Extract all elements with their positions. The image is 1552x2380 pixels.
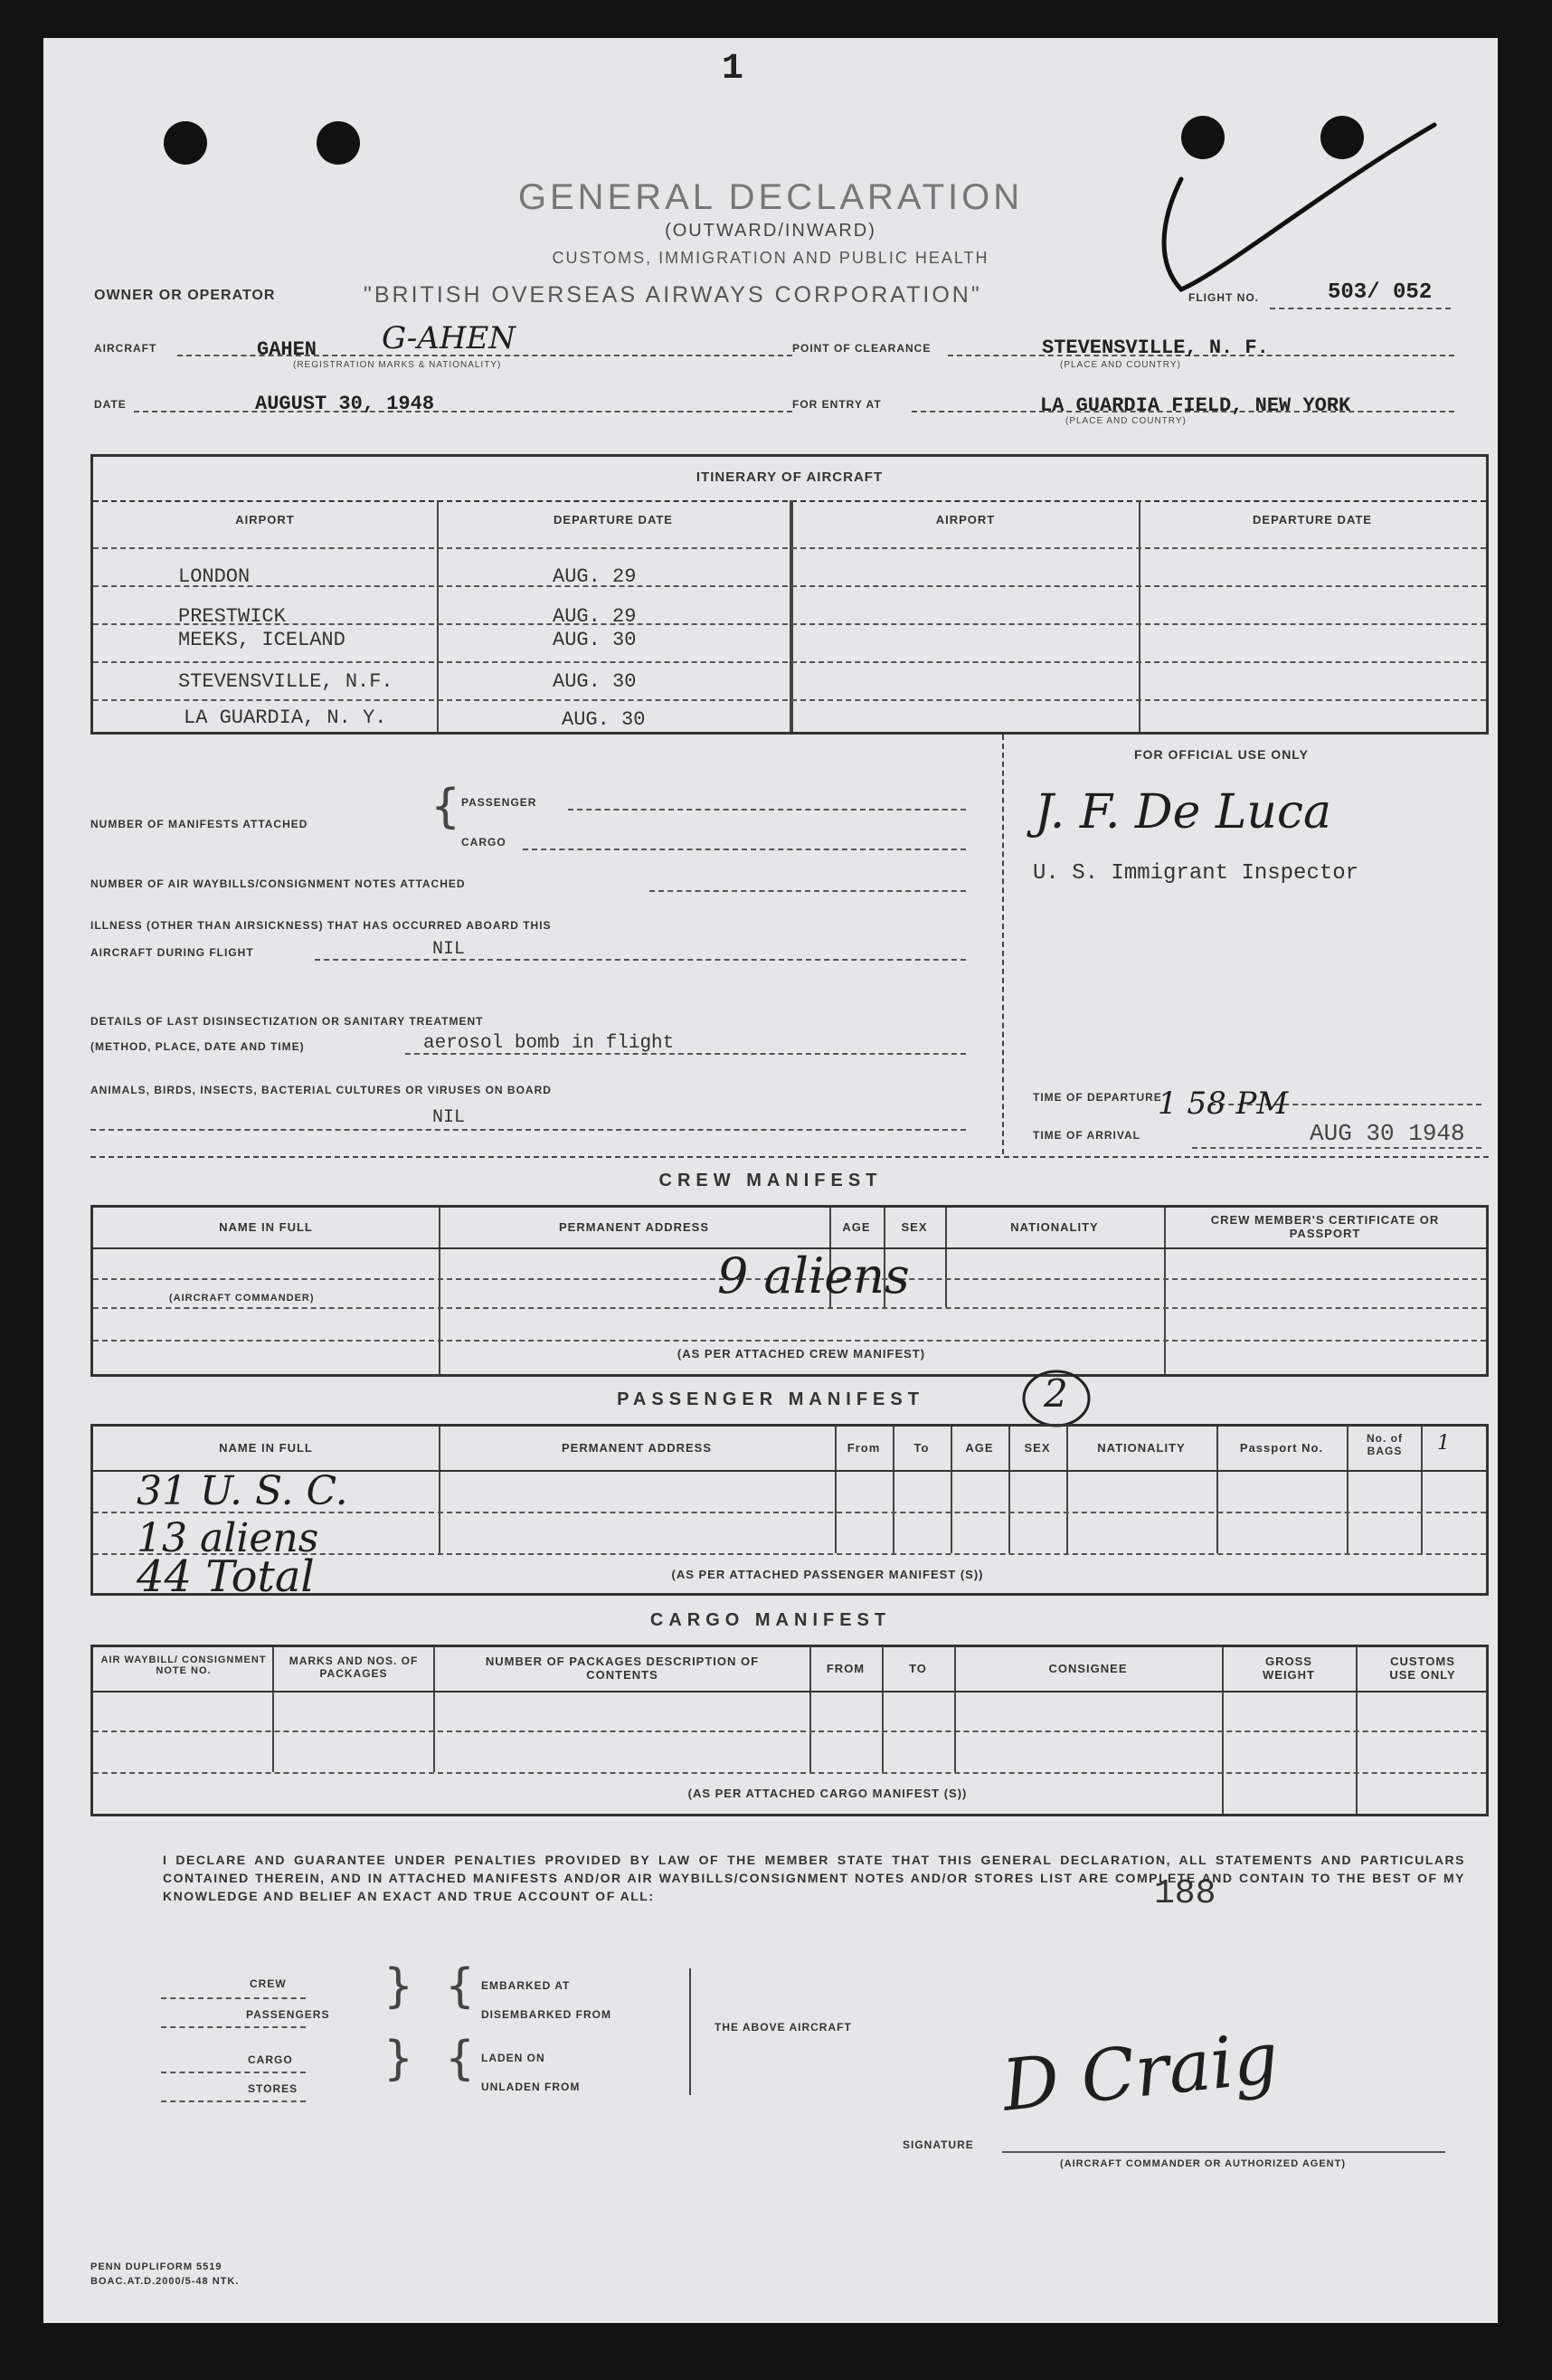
date-line [134, 411, 792, 412]
passenger-footer: (AS PER ATTACHED PASSENGER MANIFEST (S)) [671, 1568, 984, 1581]
cargo-col-marks: MARKS AND NOS. OF PACKAGES [289, 1655, 419, 1680]
cargo-row-rule [93, 1730, 1486, 1732]
decl-crew: CREW [250, 1977, 287, 1990]
itinerary-col-divider-2 [790, 500, 793, 732]
top-mark: 1 [722, 49, 744, 90]
manifests-brace: { [431, 780, 461, 834]
decl-laden: LADEN ON [481, 2052, 545, 2064]
arrival-time-hand: 1 58 PM [1158, 1086, 1289, 1122]
itinerary-date: AUG. 30 [553, 629, 637, 651]
decl-embarked: EMBARKED AT [481, 1979, 571, 1992]
passenger-col-sex: SEX [1024, 1441, 1051, 1455]
arrival-date-stamp: AUG 30 1948 [1310, 1120, 1465, 1147]
stores-blank-line [161, 2100, 306, 2102]
form-subtitle: (OUTWARD/INWARD) [665, 221, 876, 241]
form-title: GENERAL DECLARATION [517, 177, 1024, 217]
cargo-blank-line [161, 2072, 306, 2073]
owner-value: "BRITISH OVERSEAS AIRWAYS CORPORATION" [364, 282, 982, 308]
cargo-col-from: FROM [826, 1662, 866, 1675]
itinerary-table [90, 454, 1489, 735]
cargo-line [523, 849, 966, 850]
decl-passengers: PASSENGERS [246, 2008, 330, 2021]
itinerary-row-rule [93, 585, 1486, 587]
footer-line-1: PENN DUPLIFORM 5519 [90, 2261, 222, 2272]
cargo-col-weight: GROSS WEIGHT [1263, 1655, 1315, 1682]
decl-disembarked: DISEMBARKED FROM [481, 2008, 611, 2021]
animals-label: ANIMALS, BIRDS, INSECTS, BACTERIAL CULTURES OR VIRUSES ON BOARD [90, 1084, 552, 1096]
cargo-manifest-title: CARGO MANIFEST [649, 1610, 892, 1630]
crew-col-address: PERMANENT ADDRESS [558, 1220, 710, 1234]
cargo-col-consignee: CONSIGNEE [1048, 1662, 1128, 1675]
itinerary-title: ITINERARY OF AIRCRAFT [696, 469, 884, 485]
departure-time-label: TIME OF DEPARTURE [1033, 1091, 1162, 1104]
itinerary-row-rule [93, 623, 1486, 625]
passenger-col-nationality: NATIONALITY [1097, 1441, 1186, 1455]
entry-value: LA GUARDIA FIELD, NEW YORK [1040, 394, 1351, 417]
commander-signature: D Craig [998, 2017, 1282, 2128]
crew-blank-line [161, 1997, 306, 1999]
date-label: DATE [94, 398, 127, 411]
passenger-col-divider [1421, 1427, 1423, 1553]
waybills-line [649, 890, 966, 892]
crew-manifest-table [90, 1205, 1489, 1377]
flight-label: FLIGHT NO. [1188, 291, 1259, 304]
clearance-value: STEVENSVILLE, N. F. [1042, 337, 1269, 359]
itinerary-col-divider-1 [437, 500, 439, 732]
crew-row-rule [93, 1307, 1486, 1309]
disinsect-label-2: (METHOD, PLACE, DATE AND TIME) [90, 1040, 305, 1053]
signature-line [1002, 2151, 1445, 2153]
entry-sub: (PLACE AND COUNTRY) [1065, 416, 1187, 426]
itinerary-row-rule [93, 699, 1486, 701]
illness-label-2: AIRCRAFT DURING FLIGHT [90, 946, 254, 959]
cargo-col-description: NUMBER OF PACKAGES DESCRIPTION OF CONTENTS [485, 1655, 760, 1682]
itinerary-col-divider-3 [1139, 500, 1140, 732]
cargo-col-customs: CUSTOMS USE ONLY [1389, 1655, 1456, 1682]
inspector-title: U. S. Immigrant Inspector [1033, 861, 1359, 886]
itinerary-airport: PRESTWICK [178, 605, 286, 628]
embark-brace: { [445, 1959, 476, 2014]
itinerary-col-airport-1: AIRPORT [235, 513, 295, 526]
manifests-label: NUMBER OF MANIFESTS ATTACHED [90, 818, 308, 830]
clearance-label: POINT OF CLEARANCE [792, 342, 932, 355]
date-value: AUGUST 30, 1948 [255, 393, 435, 415]
crew-col-name: NAME IN FULL [219, 1220, 313, 1234]
passenger-col-from: From [847, 1441, 881, 1455]
passenger-manifest-title: PASSENGER MANIFEST [617, 1389, 924, 1409]
arrival-time-label: TIME OF ARRIVAL [1033, 1129, 1140, 1142]
passenger-circled-number: 2 [1044, 1371, 1068, 1416]
passenger-hand-line: 31 U. S. C. [137, 1468, 348, 1514]
punch-hole-left-1 [164, 121, 207, 165]
illness-line [315, 959, 966, 961]
aircraft-sub: (REGISTRATION MARKS & NATIONALITY) [293, 360, 502, 370]
disinsect-line [405, 1053, 966, 1055]
crew-col-sex: SEX [901, 1220, 928, 1234]
decl-stores: STORES [248, 2082, 298, 2095]
waybills-label: NUMBER OF AIR WAYBILLS/CONSIGNMENT NOTES ATTACHED [90, 877, 466, 890]
crew-commander-label: (AIRCRAFT COMMANDER) [169, 1293, 315, 1304]
itinerary-col-departure-1: DEPARTURE DATE [554, 513, 673, 526]
passenger-col-divider [1347, 1427, 1349, 1553]
passenger-col-bags: No. of BAGS [1367, 1432, 1403, 1457]
passenger-hand-line: 13 aliens [137, 1515, 319, 1561]
itinerary-airport: LA GUARDIA, N. Y. [184, 706, 387, 729]
flight-value: 503/ 052 [1328, 280, 1433, 305]
crew-col-divider [1164, 1208, 1166, 1374]
arrival-time-line [1192, 1147, 1481, 1149]
crew-row-rule [93, 1340, 1486, 1342]
section-rule [90, 1156, 1489, 1158]
itinerary-date: AUG. 30 [553, 670, 637, 693]
above-bracket [689, 1968, 691, 2095]
passenger-col-name: NAME IN FULL [219, 1441, 313, 1455]
crew-col-age: AGE [842, 1220, 871, 1234]
crew-col-certificate: CREW MEMBER'S CERTIFICATE OR PASSPORT [1210, 1213, 1440, 1240]
declaration-text: I DECLARE AND GUARANTEE UNDER PENALTIES PROVIDED BY LAW OF THE MEMBER STATE THAT THIS GENERAL DECLARATION, ALL STATEMENTS AND PARTICULARS CONTAINED THEREIN, AND IN ATTACHED MANIFESTS AND/OR AIR WAYBILLS/CONSIGNMENT NOTES AND/OR STORES LIST ARE COMPLETE AND CONTAIN TO THE BEST OF MY KNOWLEDGE AND BELIEF AN EXACT AND TRUE ACCOUNT OF ALL: [163, 1853, 1465, 1903]
passenger-label: PASSENGER [461, 796, 537, 809]
crew-manifest-title: CREW MANIFEST [658, 1171, 883, 1190]
passenger-manifest-table [90, 1424, 1489, 1602]
passenger-col-age: AGE [965, 1441, 994, 1455]
passenger-col-to: To [913, 1441, 930, 1455]
passengers-blank-line [161, 2026, 306, 2028]
decl-unladen: UNLADEN FROM [481, 2081, 581, 2093]
itinerary-col-departure-2: DEPARTURE DATE [1253, 513, 1372, 526]
itinerary-airport: MEEKS, ICELAND [178, 629, 345, 651]
decl-above-aircraft: THE ABOVE AIRCRAFT [714, 2021, 852, 2034]
animals-line [90, 1129, 966, 1131]
official-signature: J. F. De Luca [1035, 785, 1332, 839]
declaration-stamp-number: 188 [1154, 1874, 1216, 1913]
passenger-col-passport: Passport No. [1239, 1441, 1324, 1455]
itinerary-date: AUG. 29 [553, 605, 637, 628]
itinerary-airport: STEVENSVILLE, N.F. [178, 670, 393, 693]
aircraft-hand: G-AHEN [382, 320, 516, 356]
punch-hole-left-2 [317, 121, 360, 165]
passenger-tick: 1 [1437, 1432, 1450, 1455]
illness-label-1: ILLNESS (OTHER THAN AIRSICKNESS) THAT HAS OCCURRED ABOARD THIS [90, 919, 552, 932]
signature-label: SIGNATURE [903, 2138, 974, 2151]
cargo-col-divider [272, 1647, 274, 1772]
aircraft-typed: GAHEN [257, 338, 317, 361]
official-title: FOR OFFICIAL USE ONLY [1134, 747, 1309, 762]
aircraft-label: AIRCRAFT [94, 342, 157, 355]
flight-line [1270, 308, 1451, 309]
cargo-label: CARGO [461, 836, 506, 849]
animals-value: NIL [432, 1107, 466, 1128]
cargo-manifest-table [90, 1645, 1489, 1816]
clearance-sub: (PLACE AND COUNTRY) [1060, 360, 1181, 370]
crew-hand-note: 9 aliens [717, 1247, 910, 1304]
official-divider [1002, 735, 1004, 1154]
passenger-line [568, 809, 966, 811]
decl-cargo: CARGO [248, 2053, 293, 2066]
form-subtitle-2: CUSTOMS, IMMIGRATION AND PUBLIC HEALTH [552, 249, 989, 267]
itinerary-col-airport-2: AIRPORT [935, 513, 996, 526]
itinerary-airport: LONDON [178, 565, 251, 588]
itinerary-row-rule [93, 661, 1486, 663]
itinerary-date: AUG. 29 [553, 565, 637, 588]
laden-brace: { [445, 2032, 476, 2086]
cargo-footer: (AS PER ATTACHED CARGO MANIFEST (S)) [687, 1787, 968, 1800]
crew-col-nationality: NATIONALITY [1010, 1220, 1099, 1234]
cargo-col-divider [433, 1647, 435, 1772]
disinsect-value: aerosol bomb in flight [423, 1033, 675, 1054]
cargo-header-rule [93, 1691, 1486, 1693]
signature-sub: (AIRCRAFT COMMANDER OR AUTHORIZED AGENT) [1060, 2158, 1346, 2169]
crew-footer: (AS PER ATTACHED CREW MANIFEST) [677, 1347, 926, 1361]
owner-label: OWNER OR OPERATOR [94, 288, 276, 303]
footer-line-2: BOAC.AT.D.2000/5-48 NTK. [90, 2276, 240, 2287]
illness-value: NIL [432, 939, 466, 960]
declaration-sheet [43, 38, 1498, 2323]
cargo-stores-brace: } [383, 2032, 414, 2086]
disinsect-label-1: DETAILS OF LAST DISINSECTIZATION OR SANITARY TREATMENT [90, 1015, 484, 1028]
cargo-col-to: TO [909, 1662, 927, 1675]
itinerary-date: AUG. 30 [562, 708, 646, 731]
passenger-hand-line: 44 Total [137, 1551, 315, 1602]
crew-passengers-brace: } [383, 1959, 414, 2014]
cargo-col-waybill: AIR WAYBILL/ CONSIGNMENT NOTE NO. [100, 1655, 267, 1676]
itinerary-row-rule [93, 547, 1486, 549]
passenger-col-address: PERMANENT ADDRESS [561, 1441, 713, 1455]
cargo-row-rule [93, 1772, 1486, 1774]
entry-label: FOR ENTRY AT [792, 398, 882, 411]
